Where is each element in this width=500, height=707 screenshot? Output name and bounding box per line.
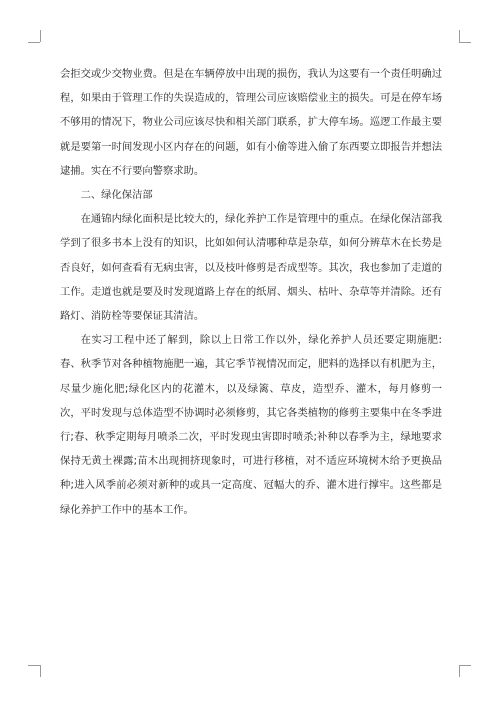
section-heading-greening-cleaning: 二、绿化保洁部 [80, 189, 153, 202]
crop-mark-bottom-right-vertical [459, 665, 460, 677]
crop-mark-bottom-left-horizontal [28, 665, 40, 666]
crop-mark-top-left-horizontal [28, 42, 40, 43]
crop-mark-bottom-right-horizontal [459, 665, 471, 666]
crop-mark-top-right-vertical [459, 30, 460, 42]
crop-mark-top-left-vertical [40, 30, 41, 42]
crop-mark-top-right-horizontal [459, 42, 471, 43]
crop-mark-bottom-left-vertical [40, 665, 41, 677]
document-body [60, 62, 442, 522]
paragraph-security-continued: 会拒交或少交物业费。但是在车辆停放中出现的损伤，我认为这要有一个责任明确过程，如果由于管理工作的失误造成的，管理公司应该赔偿业主的损失。可是在停车场不够用的情况下，物业公司应该尽快和相关部门联系，扩大停车场。巡逻工作最主要就是要第一时间发现小区内存在的问题，如有小偷等进入偷了东西要立即报告并想法逮捕。实在不行要向警察求助。 [60, 68, 442, 177]
paragraph-greening-maintenance: 在实习工程中还了解到，除以上日常工作以外，绿化养护人员还要定期施肥:春、秋季节对各种植物施肥一遍，其它季节视情况而定，肥料的选择以有机肥为主，尽量少施化肥;绿化区内的花灌木，以及绿篱、草皮，造型乔、灌木，每月修剪一次，平时发现与总体造型不协调时必须修剪，其它各类植物的修剪主要集中在冬季进行;春、秋季定期每月喷杀二次，平时发现虫害即时喷杀;补种以春季为主，绿地要求保持无黄土裸露;苗木出现拥挤现象时，可进行移植，对不适应环境树木给予更换品种;进入风季前必须对新种的或具一定高度、冠幅大的乔、灌木进行撑牢。这些都是绿化养护工作中的基本工作。 [60, 334, 442, 516]
paragraph-greening-knowledge: 在通锦内绿化面积是比较大的，绿化养护工作是管理中的重点。在绿化保洁部我学到了很多书本上没有的知识，比如如何认清哪种草是杂草，如何分辨草木在长势是否良好，如何查看有无病虫害，以及枝叶修剪是否成型等。其次，我也参加了走道的工作。走道也就是要及时发现道路上存在的纸屑、烟头、枯叶、杂草等并清除。还有路灯、消防栓等要保证其清洁。 [60, 213, 442, 323]
